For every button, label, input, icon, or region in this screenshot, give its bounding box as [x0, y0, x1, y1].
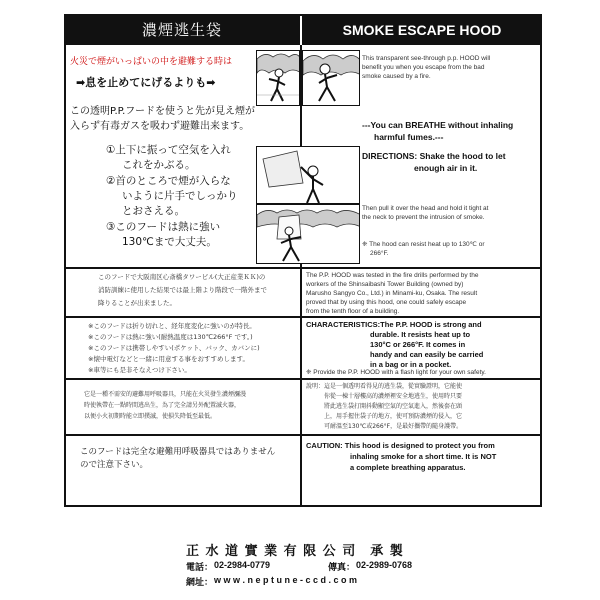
step-3-line-b: 130℃まで大丈夫。 [122, 236, 217, 248]
caution-en-1: CAUTION: This hood is designed to protect you from [306, 441, 495, 450]
illustration-running-in-smoke [256, 50, 300, 106]
title-japanese: 濃煙逃生袋 [141, 21, 222, 39]
fax-label: 傳真： [328, 563, 356, 573]
test-en-3: Marusho Sangyo Co., Ltd.) in Minami-ku, Osaka. The result [306, 290, 478, 297]
heat-resist-line-2: 266°F. [370, 250, 389, 257]
fax-number: 02-2989-0768 [356, 560, 413, 570]
note-jp-5: ※車等にも是非そなえつけ下さい。 [88, 366, 191, 374]
test-en-4: proved that by using this hood, one could safely escape [306, 299, 467, 306]
column-divider [300, 45, 302, 507]
zh-right-1: 說明：這是一個透明看得見的逃生袋，從實驗證明，它能使 [306, 383, 463, 390]
zh-left-2: 時使執帶在一點時間逃出生，為了完全請另外配置滅火器， [84, 402, 241, 409]
step-1-line-a: ①上下に振って空気を入れ [106, 144, 231, 156]
intro-line-2: ➡息を止めてにげるよりも➡ [76, 76, 216, 89]
zh-right-4: 上，用手握住袋子的地方，使可預防濃煙的侵入，它 [324, 413, 463, 420]
row-divider-4 [66, 434, 540, 436]
test-en-1: The P.P. HOOD was tested in the fire drills performed by the [306, 272, 479, 279]
tel-label: 電話： [186, 563, 214, 573]
test-jp-2: 消防訓練に使用した結果では最上階より階段で一階外まで [98, 286, 267, 294]
step-1-line-b: これをかぶる。 [122, 159, 196, 171]
pull-over-line-1: Then pull it over the head and hold it tight at [362, 205, 489, 212]
intro-en-2: benefit you when you escape from the bad [362, 64, 485, 71]
step-2-line-c: とおさえる。 [122, 205, 185, 217]
directions-line-1: DIRECTIONS: Shake the hood to let [362, 151, 506, 161]
zh-left-1: 它是一種不需安的避難用呼吸器具，只能在火災發生濃煙瀰漫 [84, 391, 247, 398]
breathe-line-2: harmful fumes.--- [374, 132, 444, 142]
directions-line-2: enough air in it. [414, 163, 478, 173]
note-jp-4: ※懐中電灯などと一緒に用意する事をおすすめします。 [88, 355, 249, 363]
breathe-line-1: ---You can BREATHE without inhaling [362, 120, 514, 130]
title-english: SMOKE ESCAPE HOOD [342, 22, 502, 38]
step-2-line-a: ②首のところで煙が入らな [106, 175, 231, 187]
test-jp-1: このフードで大阪南区心斎橋タワービル(大正産業ＫＫ)の [98, 273, 266, 281]
intro-en-1: This transparent see-through p.p. HOOD will [362, 55, 491, 62]
test-en-5: from the tenth floor of a building. [306, 308, 400, 315]
header-bar [66, 16, 540, 45]
zh-left-3: 以便小火初期時能立即撲滅，使損失降低至最低。 [84, 413, 217, 420]
characteristics-4: handy and can easily be carried [370, 350, 484, 359]
web-label: 網址： [186, 578, 214, 588]
characteristics-1: CHARACTERISTICS:The P.P. HOOD is strong and [306, 320, 482, 329]
intro-line-1: 火災で煙がいっぱいの中を避難する時は [70, 57, 233, 67]
intro-en-3: smoke caused by a fire. [362, 73, 431, 80]
row-divider-1 [66, 267, 540, 269]
note-jp-1: ※このフードは折り切れと、経年度変化に強いのが特長。 [88, 322, 256, 330]
test-jp-3: 降りることが出来ました。 [98, 299, 176, 307]
heat-resist-line-1: ❈ The hood can resist heat up to 130℃ or [362, 241, 485, 248]
caution-jp-2: ので注意下さい。 [80, 460, 149, 470]
row-divider-3 [66, 378, 540, 380]
illustration-wearing-hood [256, 204, 360, 264]
illustration-shaking-hood [256, 146, 360, 204]
caution-jp-1: このフードは完全な避難用呼吸器具ではありません [80, 447, 276, 457]
company-name: 正 水 道 實 業 有 限 公 司 承 製 [186, 544, 404, 559]
note-jp-3: ※このフードは携帯しやすい(ポケット、バック、カバンに) [88, 344, 260, 352]
note-jp-2: ※このフードは熱に強い(耐熱温度は130℃266°F です。) [88, 333, 253, 341]
step-2-line-b: いように片手でしっかり [122, 190, 238, 202]
zh-right-3: 將此逃生袋打開抖動顯空氣的空氣進入，然後套在頭 [324, 403, 463, 410]
tel-number: 02-2984-0779 [214, 560, 271, 570]
step-3-line-a: ③このフードは熱に強い [106, 221, 221, 233]
characteristics-5: in a bag or in a pocket. [370, 360, 452, 369]
intro-line-3: この透明P.P.フードを使うと先が見え煙が [70, 106, 256, 117]
characteristics-2: durable. It resists heat up to [370, 330, 471, 339]
illustration-hood-runner [302, 50, 360, 106]
characteristics-3: 130°C or 266°F. It comes in [370, 340, 466, 349]
zh-right-5: 可耐溫至130℃或266°F，是最好攜帶的隨身護帶。 [324, 423, 463, 430]
flashlight-note: ❈ Provide the P.P. HOOD with a flash light for your own safety. [306, 369, 486, 376]
pull-over-line-2: the neck to prevent the intrusion of smoke. [362, 214, 485, 221]
web-address: w w w . n e p t u n e - c c d . c o m [214, 575, 358, 585]
caution-en-2: inhaling smoke for a short time. It is NOT [350, 452, 497, 461]
row-divider-2 [66, 316, 540, 318]
test-en-2: workers of the Shinsaibashi Tower Building (owned by) [306, 281, 464, 288]
intro-line-4: 入らず有毒ガスを吸わず避難出来ます。 [70, 121, 250, 132]
caution-en-3: a complete breathing apparatus. [350, 463, 466, 472]
zh-right-2: 你從一棟十層樓高的濃煙裡安全地逃生，使用時只要 [324, 393, 463, 400]
product-label-sheet [64, 14, 542, 507]
